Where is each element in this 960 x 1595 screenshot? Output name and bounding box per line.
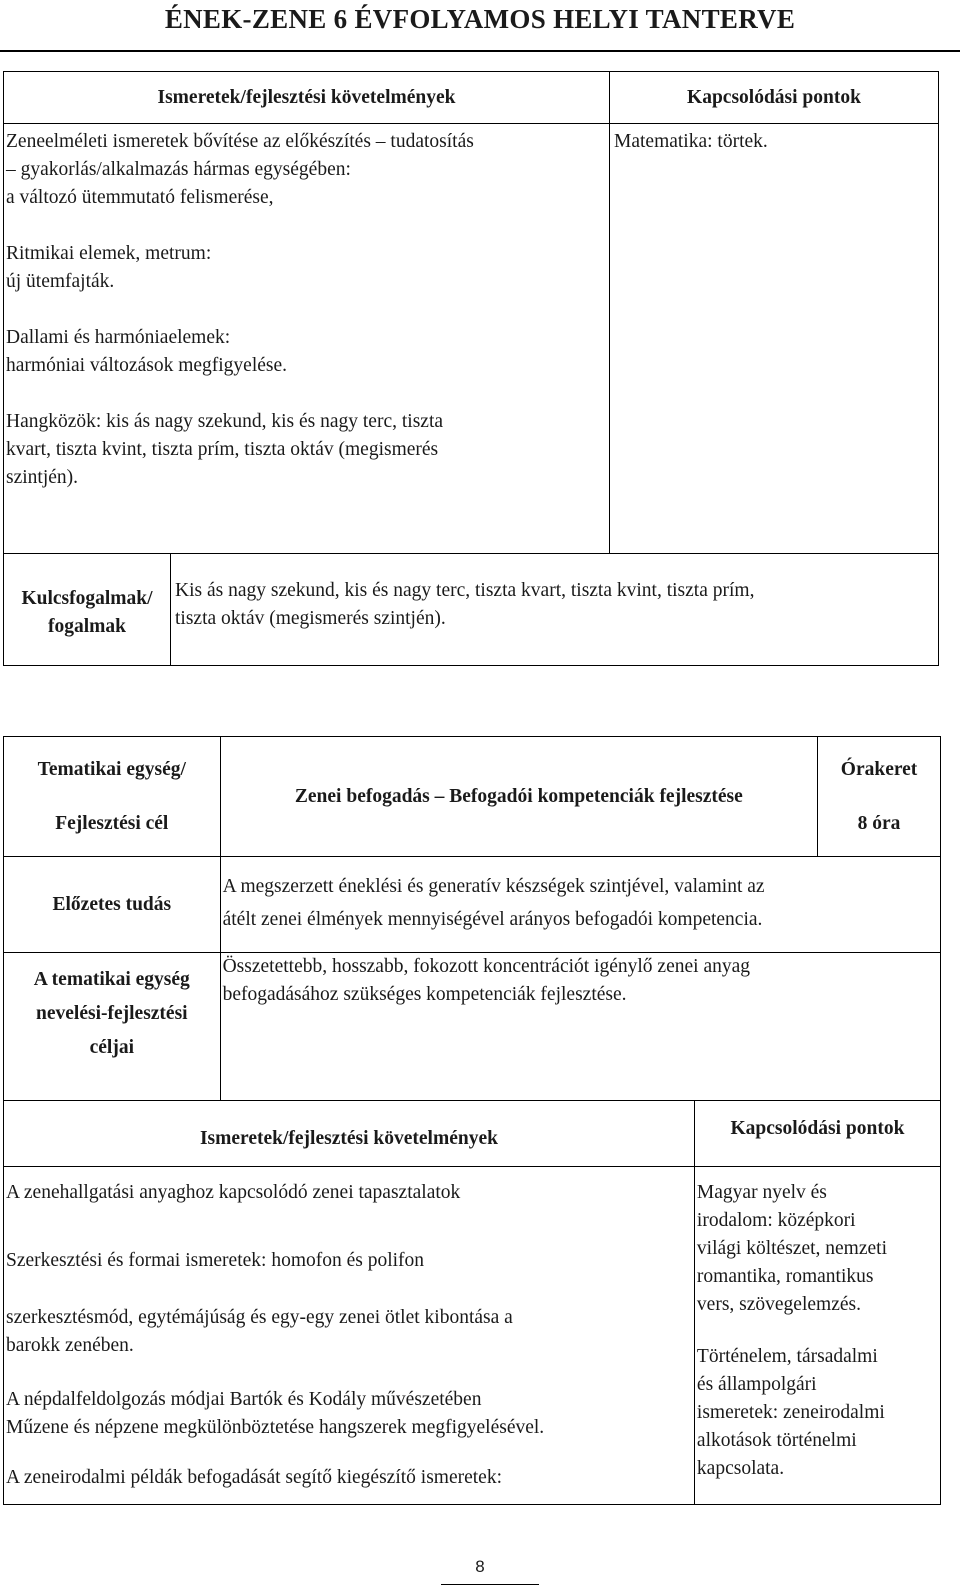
goals-line: befogadásához szükséges kompetenciák fejlesztése.: [222, 984, 627, 1005]
goals-label: [4, 953, 221, 1101]
conn-line: irodalom: középkori: [696, 1210, 856, 1231]
prior-knowledge-text: [220, 857, 940, 953]
connections-block: [697, 1179, 938, 1319]
req-line: szintjén).: [6, 467, 79, 488]
req-line: harmóniai változások megfigyelése.: [6, 355, 288, 376]
req-line: szerkesztésmód, egytémájúság és egy-egy zenei ötlet kibontása a: [6, 1307, 513, 1328]
prior-line: A megszerzett éneklési és generatív készségek szintjével, valamint az: [222, 875, 765, 897]
page-header: [0, 0, 960, 52]
unit-label-line: Fejlesztési cél: [55, 812, 169, 834]
requirements-para-4: [6, 408, 607, 492]
col-header-requirements: Ismeretek/fejlesztési követelmények: [4, 1101, 695, 1167]
key-concepts-text: [171, 554, 939, 666]
goals-line: Összetettebb, hosszabb, fokozott koncentrációt igénylő zenei anyag: [222, 956, 750, 977]
goals-label-line: A tematikai egység: [33, 969, 190, 990]
conn-line: Történelem, társadalmi: [696, 1346, 878, 1367]
req-line: a változó ütemmutató felismerése,: [6, 187, 274, 208]
req-line: A zenehallgatási anyaghoz kapcsolódó zenei tapasztalatok: [6, 1182, 461, 1203]
key-text-line: tiszta oktáv (megismerés szintjén).: [175, 607, 446, 629]
req-line: Szerkesztési és formai ismeretek: homofon és polifon: [6, 1250, 425, 1271]
document-title: ÉNEK-ZENE 6 ÉVFOLYAMOS HELYI TANTERVE: [164, 4, 796, 34]
req-line: A népdalfeldolgozás módjai Bartók és Kodály művészetében: [6, 1389, 482, 1410]
thematic-unit-label: [4, 737, 221, 857]
req-line: Dallami és harmóniaelemek:: [6, 327, 231, 348]
unit-label-line: Tematikai egység/: [37, 758, 186, 780]
requirements-para-2: [6, 240, 607, 296]
connections-cell: [694, 1167, 940, 1505]
hours-value: 8 óra: [857, 812, 901, 834]
thematic-unit-title: Zenei befogadás – Befogadói kompetenciák fejlesztése: [220, 737, 818, 857]
conn-line: kapcsolata.: [696, 1458, 785, 1479]
prior-line: átélt zenei élmények mennyiségével arányos befogadói kompetencia.: [222, 908, 763, 930]
conn-line: Magyar nyelv és: [696, 1182, 827, 1203]
requirements-cell: [4, 1167, 695, 1505]
key-concepts-label: [4, 554, 171, 666]
req-line: A zeneirodalmi példák befogadását segítő kiegészítő ismeretek:: [6, 1467, 502, 1488]
requirements-table-1: [3, 71, 939, 666]
conn-line: vers, szövegelemzés.: [696, 1294, 861, 1315]
req-line: Műzene és népzene megkülönböztetése hangszerek megfigyelésével.: [6, 1417, 545, 1438]
key-text-line: Kis ás nagy szekund, kis és nagy terc, tiszta kvart, tiszta kvint, tiszta prím,: [175, 579, 755, 601]
prior-knowledge-label: Előzetes tudás: [4, 857, 221, 953]
col-header-connections: Kapcsolódási pontok: [610, 72, 939, 124]
key-label-line: fogalmak: [48, 615, 126, 637]
requirements-para-1: [6, 128, 607, 212]
conn-line: alkotások történelmi: [696, 1430, 857, 1451]
col-header-requirements: Ismeretek/fejlesztési követelmények: [4, 72, 610, 124]
page-number-underline: [441, 1584, 539, 1585]
conn-line: romantika, romantikus: [696, 1266, 874, 1287]
req-line: Hangközök: kis ás nagy szekund, kis és nagy terc, tiszta: [6, 411, 444, 432]
req-line: Zeneelméleti ismeretek bővítése az előkészítés – tudatosítás: [6, 131, 474, 152]
hours-label: Órakeret: [840, 758, 918, 780]
goals-label-line: céljai: [89, 1037, 134, 1058]
connections-text: Matematika: törtek.: [614, 131, 768, 152]
page-number: 8: [475, 1557, 485, 1576]
req-line: – gyakorlás/alkalmazás hármas egységében:: [6, 159, 351, 180]
goals-text: [220, 953, 940, 1101]
connections-block: [697, 1343, 938, 1483]
requirements-para-3: [6, 324, 607, 380]
req-line: új ütemfajták.: [6, 271, 115, 292]
conn-line: ismeretek: zeneirodalmi: [696, 1402, 885, 1423]
col-header-connections: Kapcsolódási pontok: [694, 1101, 940, 1167]
req-line: barokk zenében.: [6, 1335, 134, 1356]
goals-label-line: nevelési-fejlesztési: [36, 1003, 188, 1024]
key-label-line: Kulcsfogalmak/: [21, 587, 153, 609]
requirements-cell: [4, 124, 610, 554]
hours-cell: [818, 737, 941, 857]
requirements-table-2: [3, 1100, 941, 1505]
req-line: Ritmikai elemek, metrum:: [6, 243, 212, 264]
conn-line: világi költészet, nemzeti: [696, 1238, 887, 1259]
req-line: kvart, tiszta kvint, tiszta prím, tiszta oktáv (megismerés: [6, 439, 439, 460]
thematic-unit-table: [3, 736, 941, 1101]
connections-cell: [610, 124, 939, 554]
conn-line: és állampolgári: [696, 1374, 817, 1395]
